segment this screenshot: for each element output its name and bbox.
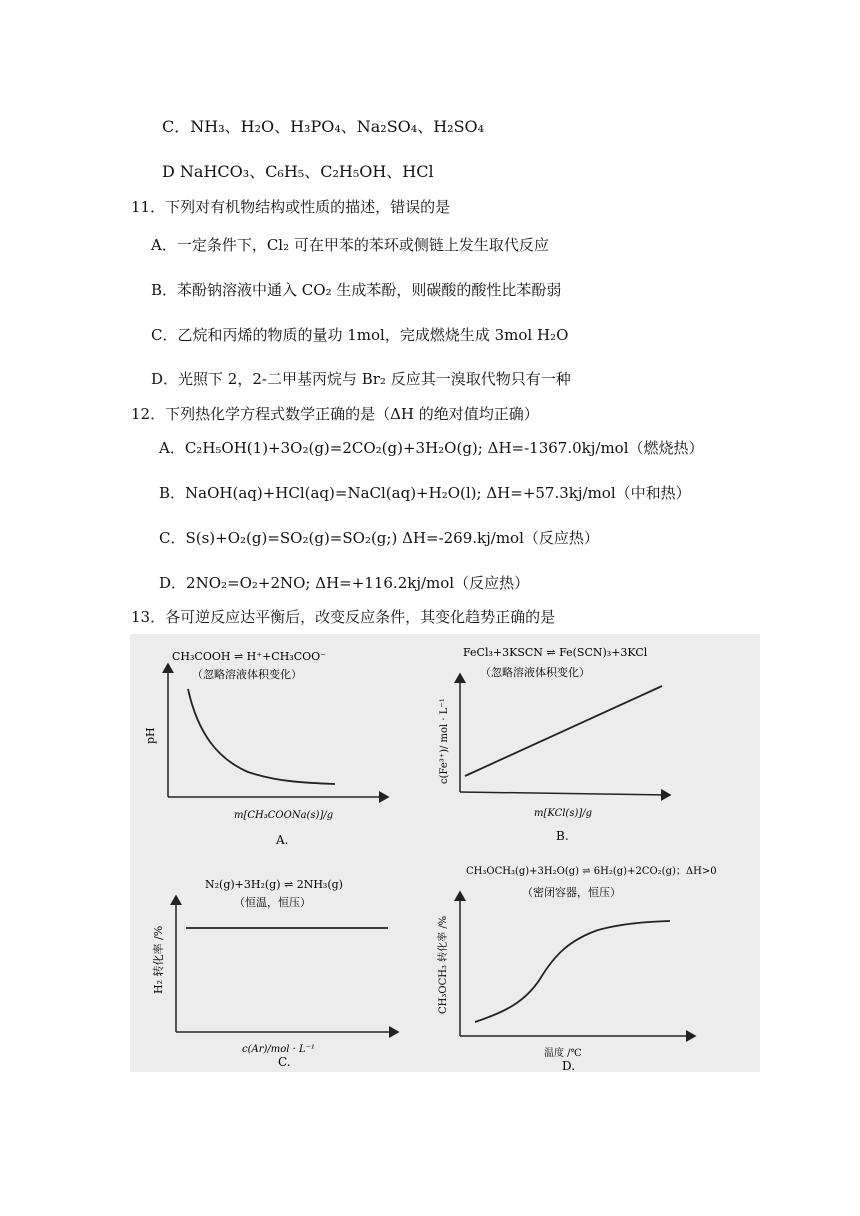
graph-a-ylabel: pH: [144, 727, 157, 744]
graph-c-label: C.: [278, 1055, 291, 1069]
graph-c-title: N₂(g)+3H₂(g) ⇌ 2NH₃(g): [205, 878, 343, 891]
graph-d-curve: [475, 921, 670, 1022]
graph-b-subtitle: （忽略溶液体积变化）: [480, 666, 590, 679]
graph-a-subtitle: （忽略溶液体积变化）: [192, 668, 302, 681]
graph-d: [436, 866, 717, 1072]
graph-c-xlabel: c(Ar)/mol · L⁻¹: [242, 1044, 315, 1055]
graph-b-ylabel: c(Fe³⁺)/ mol · L⁻¹: [439, 698, 450, 784]
q11-option-b: B．苯酚钠溶液中通入 CO₂ 生成苯酚，则碳酸的酸性比苯酚弱: [151, 281, 562, 299]
q12-option-c: C．S(s)+O₂(g)=SO₂(g)=SO₂(g;) ΔH=-269.kj/mol（反应热）: [159, 529, 599, 547]
graph-b-line: [465, 686, 662, 776]
graph-d-label: D.: [562, 1059, 576, 1072]
graph-b-label: B.: [556, 829, 569, 843]
q11-option-c: C．乙烷和丙烯的物质的量功 1mol，完成燃烧生成 3mol H₂O: [151, 326, 569, 344]
q10-option-d: D NaHCO₃、C₆H₅、C₂H₅OH、HCl: [162, 162, 434, 181]
graph-b-x-axis: [460, 792, 670, 795]
graph-d-ylabel: CH₃OCH₃ 转化率 /%: [438, 915, 449, 1014]
graph-a-curve: [188, 689, 335, 784]
q12-option-a: A．C₂H₅OH(1)+3O₂(g)=2CO₂(g)+3H₂O(g); ΔH=-1367.0kj/mol（燃烧热）: [159, 439, 704, 457]
q12-stem: 12．下列热化学方程式数学正确的是（ΔH 的绝对值均正确）: [131, 405, 539, 423]
q12-option-b: B．NaOH(aq)+HCl(aq)=NaCl(aq)+H₂O(l); ΔH=+57.3kj/mol（中和热）: [159, 484, 691, 502]
graph-a-xlabel: m[CH₃COONa(s)]/g: [234, 810, 334, 821]
graph-c-ylabel: H₂ 转化率 /%: [152, 925, 165, 994]
q12-option-d: D．2NO₂=O₂+2NO; ΔH=+116.2kj/mol（反应热）: [159, 574, 530, 592]
graph-c-subtitle: （恒温，恒压）: [234, 896, 311, 909]
graph-b-title: FeCl₃+3KSCN ⇌ Fe(SCN)₃+3KCl: [463, 646, 648, 659]
q13-graphs-svg: [130, 634, 760, 1072]
graph-a-title: CH₃COOH ⇌ H⁺+CH₃COO⁻: [172, 650, 326, 663]
q11-option-a: A．一定条件下，Cl₂ 可在甲苯的苯环或侧链上发生取代反应: [151, 236, 549, 254]
q10-option-c: C．NH₃、H₂O、H₃PO₄、Na₂SO₄、H₂SO₄: [162, 117, 485, 136]
q13-figure-scan: [130, 634, 760, 1072]
graph-b-xlabel: m[KCl(s)]/g: [534, 808, 593, 819]
graph-a-label: A.: [276, 833, 289, 847]
q11-stem: 11．下列对有机物结构或性质的描述，错误的是: [131, 198, 451, 216]
graph-d-subtitle: （密闭容器，恒压）: [522, 886, 621, 899]
graph-d-xlabel: 温度 /℃: [544, 1048, 582, 1059]
graph-d-title: CH₃OCH₃(g)+3H₂O(g) ⇌ 6H₂(g)+2CO₂(g)；ΔH>0: [466, 866, 717, 877]
q13-stem: 13．各可逆反应达平衡后，改变反应条件，其变化趋势正确的是: [131, 608, 556, 626]
graph-c: [151, 878, 398, 1069]
graph-a: [144, 650, 388, 847]
graph-b: [439, 646, 670, 843]
q11-option-d: D．光照下 2，2-二甲基丙烷与 Br₂ 反应其一溴取代物只有一种: [151, 370, 571, 388]
